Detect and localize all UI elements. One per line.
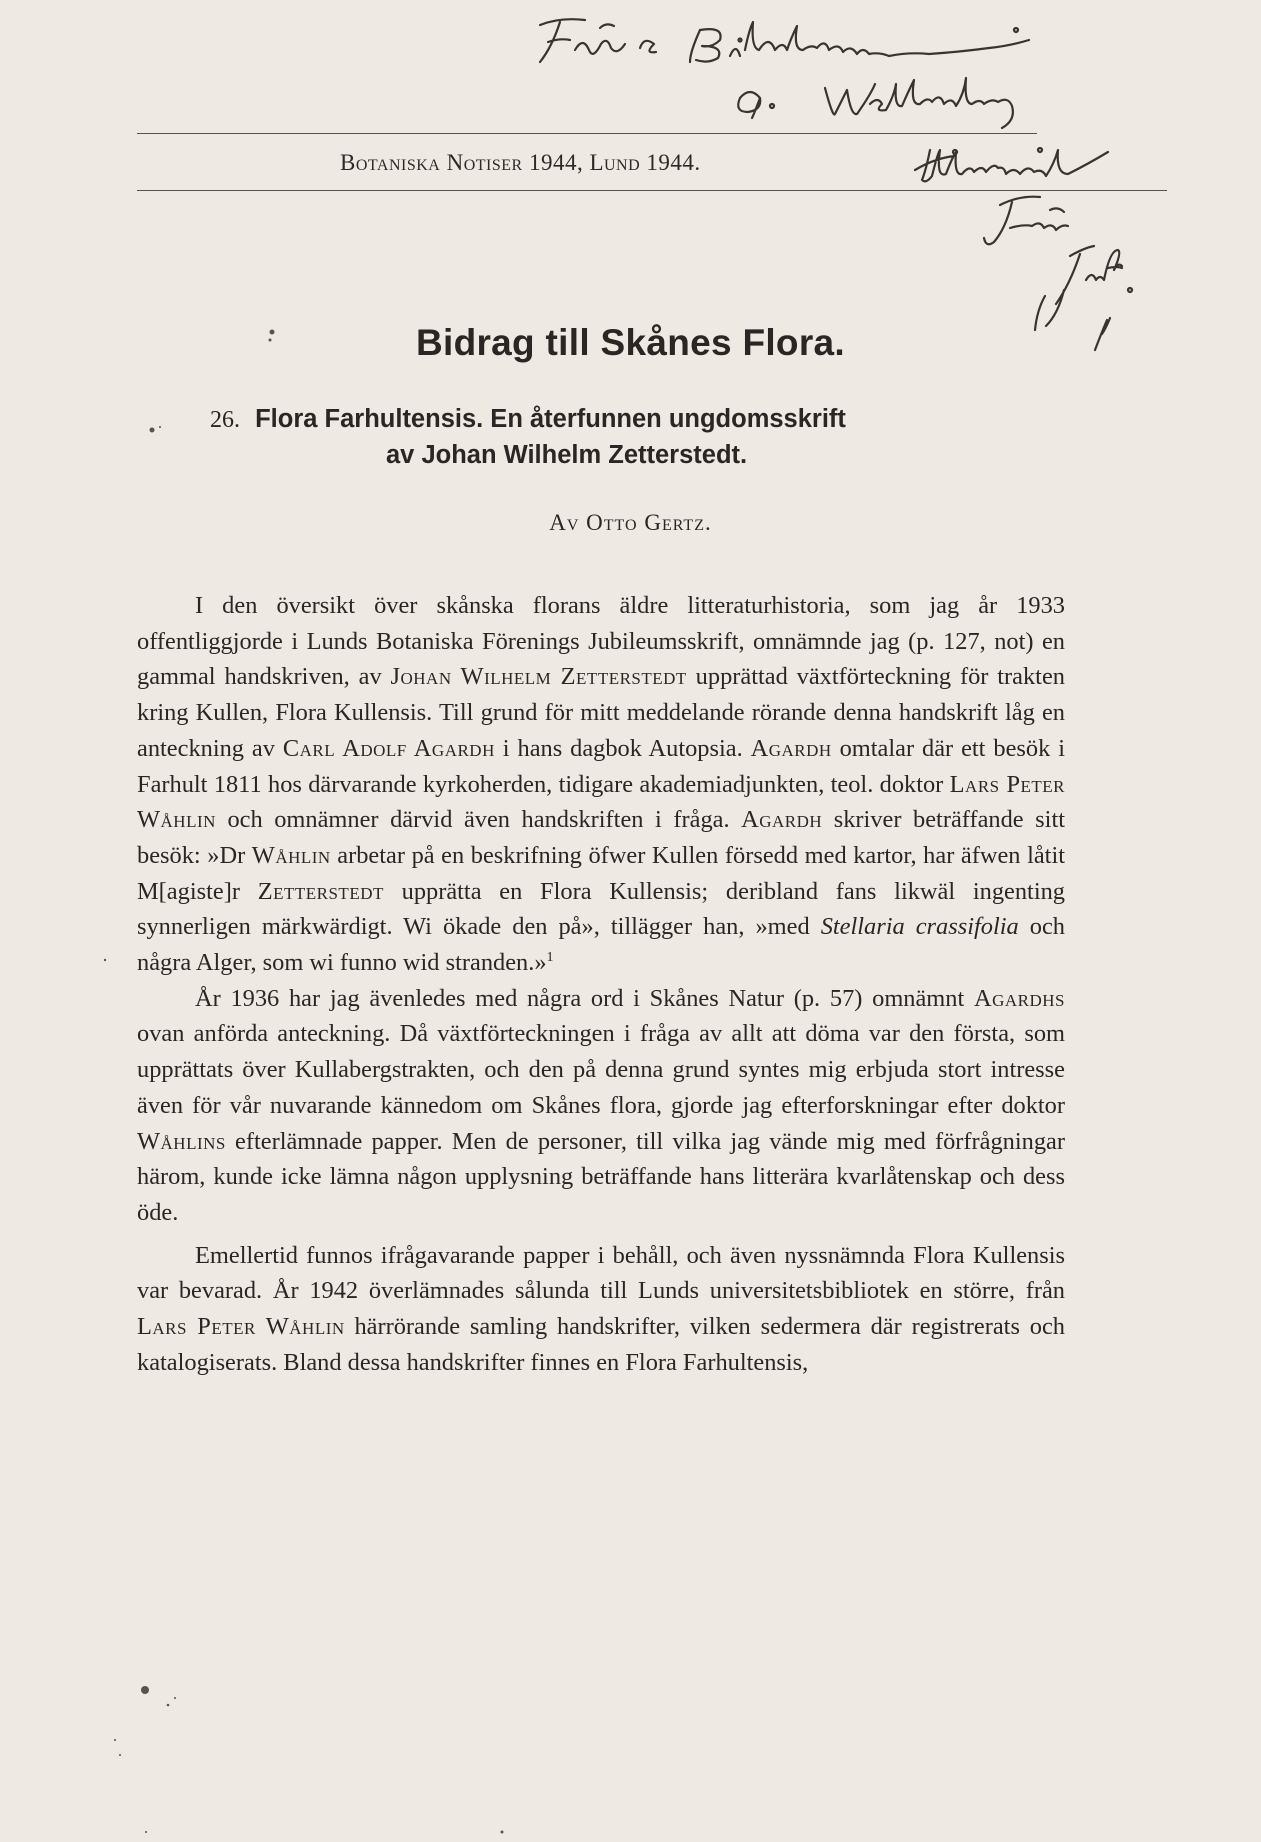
- article-author: Av Otto Gertz.: [549, 510, 712, 535]
- paragraph-1: I den översikt över skånska florans äldre litteraturhistoria, som jag år 1933 offentliggjorde i Lunds Botaniska Förenings Jubileumsskrift, omnämnde jag (p. 127, not) en gammal handskriven, av Johan Wilhelm Zetterstedt upprättad växtförteckning för trakten kring Kullen, Flora Kullensis. Till grund för mitt meddelande rörande denna handskrift låg en anteckning av Carl Adolf Agardh i hans dagbok Autopsia. Agardh omtalar där ett besök i Farhult 1811 hos därvarande kyrkoherden, tidigare akademiadjunkten, teol. doktor Lars Peter Wåhlin och omnämner därvid även handskriften i fråga. Agardh skriver beträffande sitt besök: »Dr Wåhlin arbetar på en beskrifning öfwer Kullen försedd med kartor, har äfwen låtit M[agiste]r Zetterstedt upprätta en Flora Kullensis; deribland fans likwäl ingenting synnerligen märkwärdigt. Wi ökade den på», tillägger han, »med Stellaria crassifolia och några Alger, som wi funno wid stranden.»$^1$: [137, 592, 1066, 977]
- running-head: Botaniska Notiser 1944, Lund 1944.: [340, 150, 701, 175]
- paragraph-2: År 1936 har jag ävenledes med några ord i Skånes Natur (p. 57) omnämnt Agardhs ovan anförda anteckning. Då växtförteckningen i fråga av allt att döma var den första, som upprättats över Kullabergstrakten, och den på denna grund syntes mig erbjuda stort intresse även för vår nuvarande kännedom om Skånes flora, gjorde jag efterforskningar efter doktor Wåhlins efterlämnade papper. Men de personer, till vilka jag vände mig med förfrågningar härom, kunde icke lämna någon upplysning beträffande hans litterära kvarlåtenskap och dess öde.: [137, 984, 1065, 1226]
- paragraph-3: Emellertid funnos ifrågavarande papper i behåll, och även nyssnämnda Flora Kullensis var bevarad. År 1942 överlämnades sålunda till Lunds universitetsbibliotek en större, från Lars Peter Wåhlin härrörande samling handskrifter, vilken sedermera där registrerats och katalogiserats. Bland dessa handskrifter finnes en Flora Farhultensis,: [137, 1241, 1065, 1376]
- article-body: [137, 588, 1065, 1380]
- subtitle-line-1: Flora Farhultensis. En återfunnen ungdomsskrift: [255, 405, 846, 433]
- footnote-marker: 1: [546, 949, 554, 965]
- article-subtitle: [210, 402, 846, 473]
- header-rule-bottom: [137, 190, 1167, 191]
- subtitle-line-2: av Johan Wilhelm Zetterstedt.: [386, 441, 748, 469]
- article-title: Bidrag till Skånes Flora.: [415, 322, 845, 363]
- article-number: 26.: [210, 407, 240, 433]
- header-rule-top: [137, 133, 1037, 134]
